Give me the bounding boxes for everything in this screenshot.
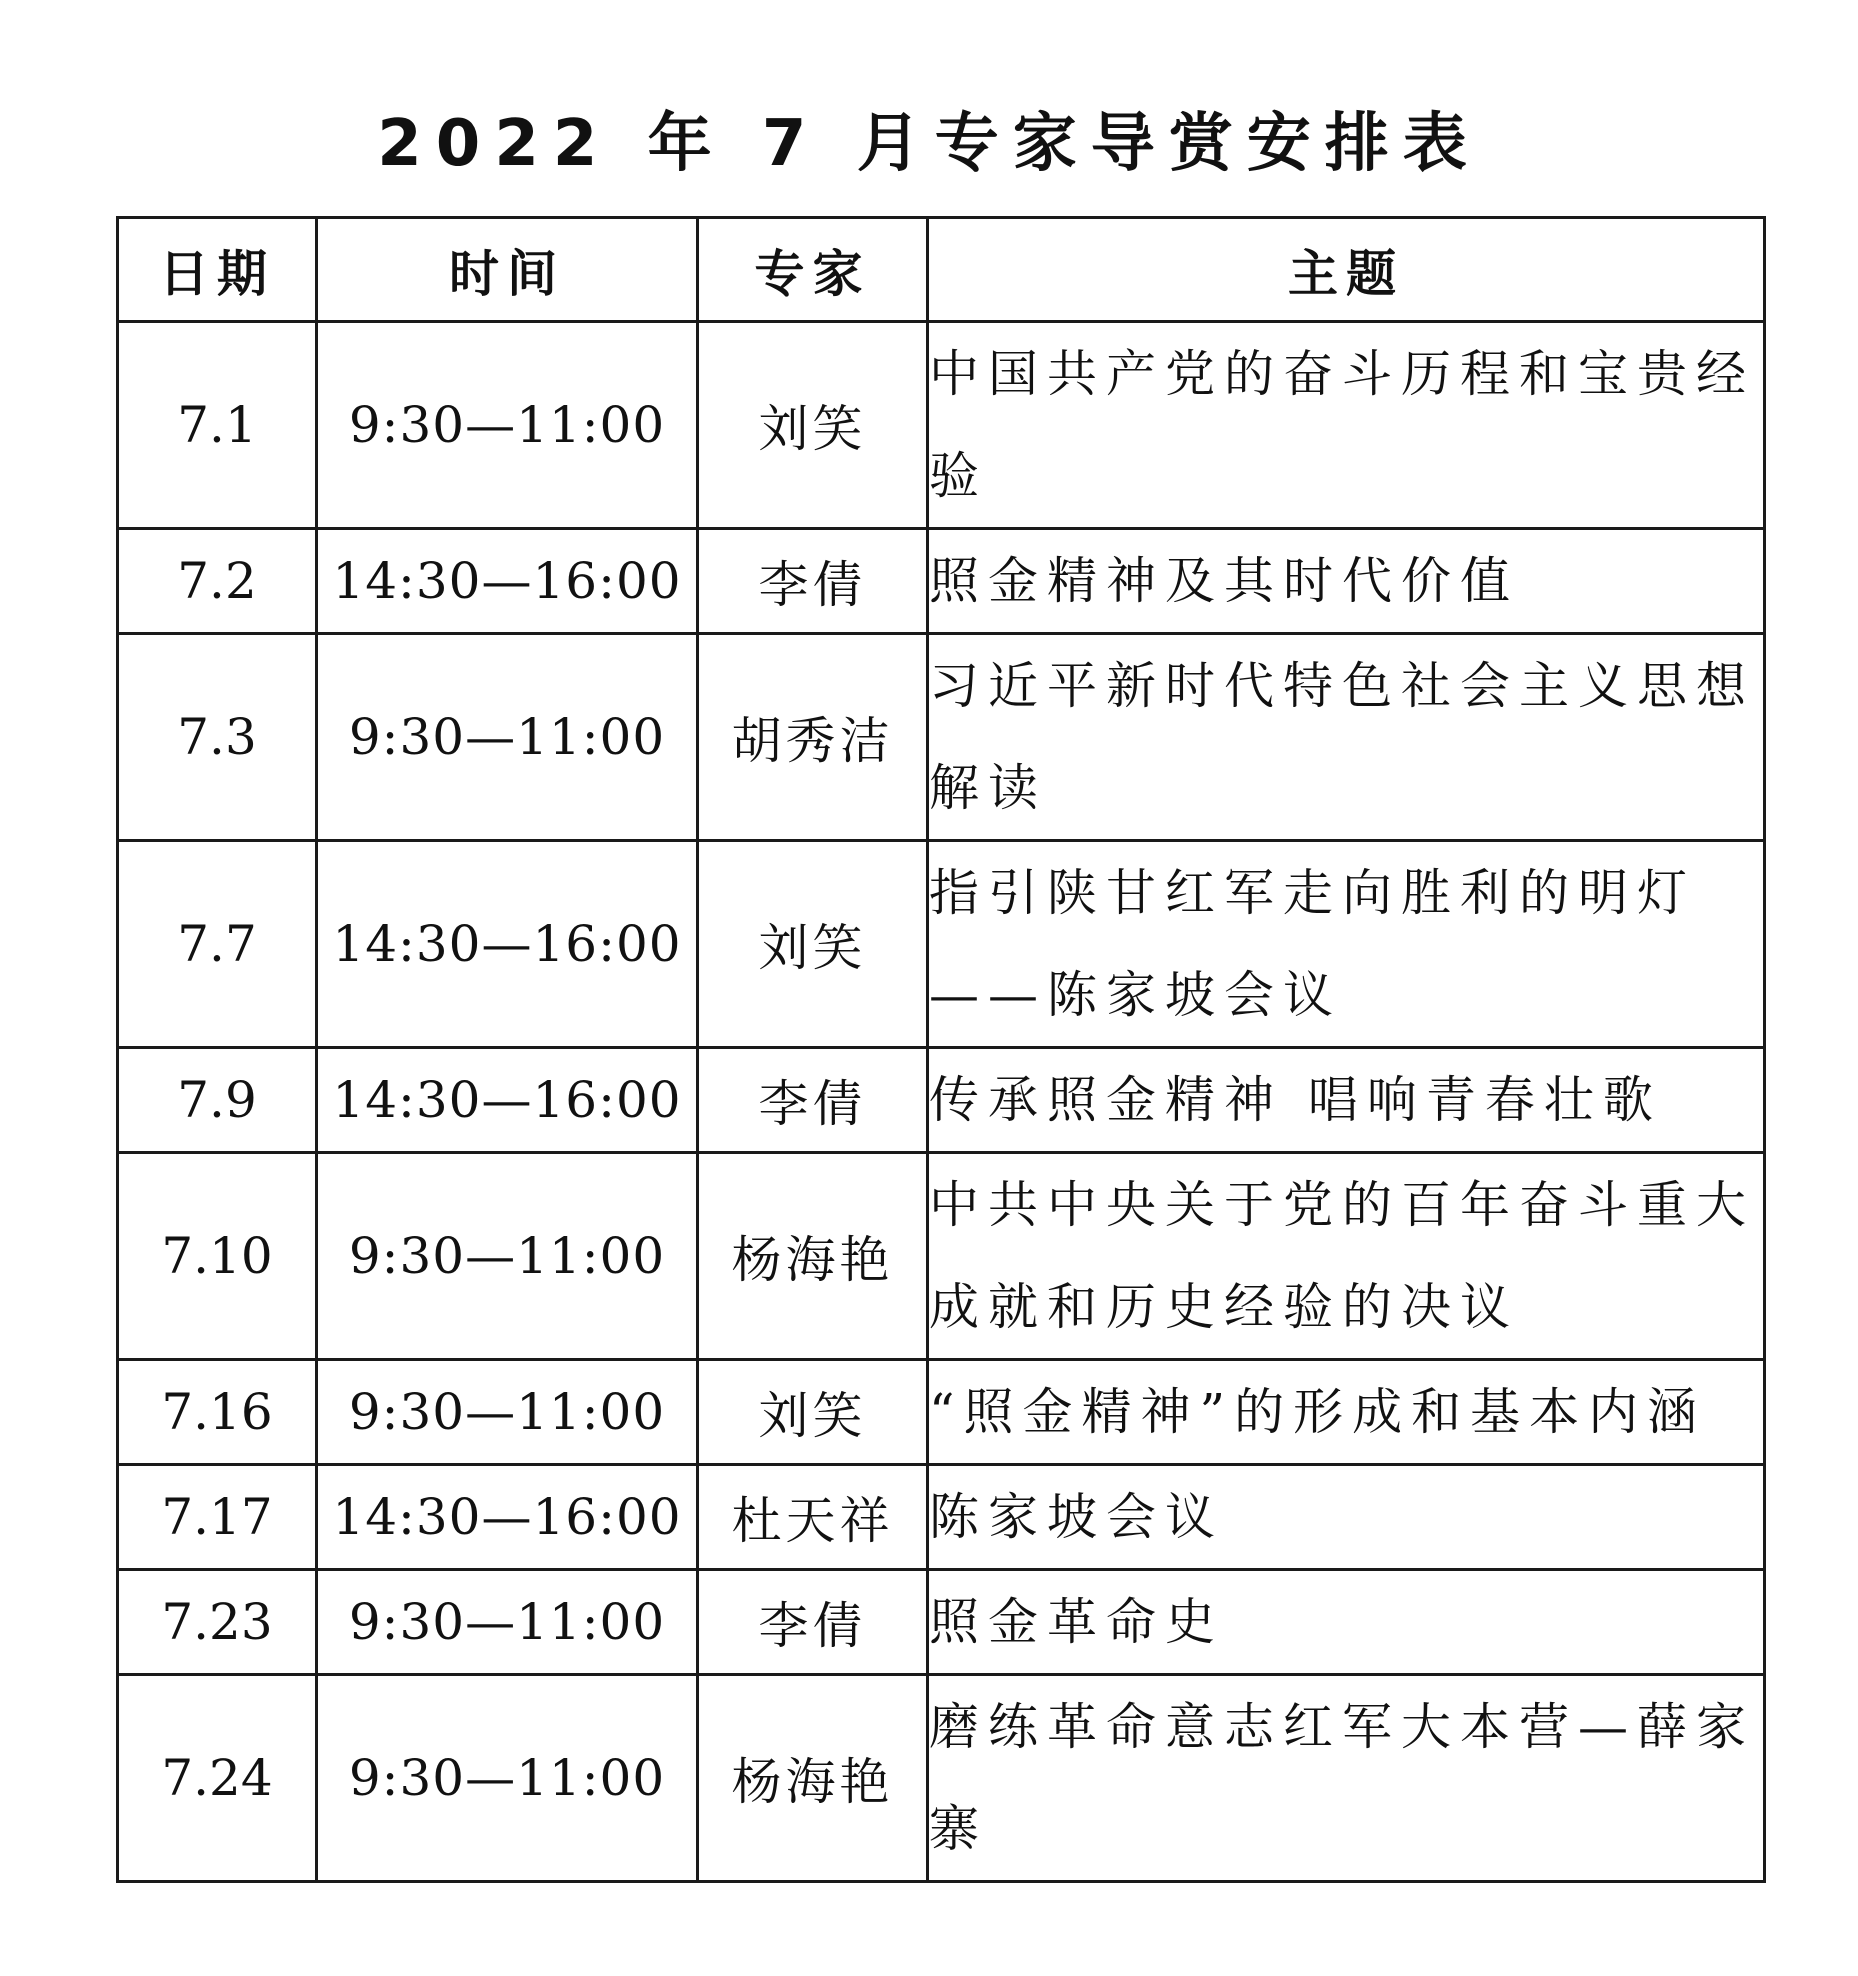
time-cell: 9:30—11:00 (317, 1360, 698, 1465)
time-cell: 14:30—16:00 (317, 529, 698, 634)
topic-cell: 传承照金精神 唱响青春壮歌 (928, 1048, 1765, 1153)
date-cell: 7.24 (118, 1675, 317, 1882)
topic-cell: 磨练革命意志红军大本营—薛家寨 (928, 1675, 1765, 1882)
table-row (118, 1675, 1765, 1882)
topic-cell: 习近平新时代特色社会主义思想解读 (928, 634, 1765, 841)
topic-cell: 照金革命史 (928, 1570, 1765, 1675)
topic-cell: 指引陕甘红军走向胜利的明灯——陈家坡会议 (928, 841, 1765, 1048)
table-row (118, 1048, 1765, 1153)
topic-cell: “照金精神”的形成和基本内涵 (928, 1360, 1765, 1465)
expert-cell: 刘笑 (698, 322, 928, 529)
date-cell: 7.7 (118, 841, 317, 1048)
header-expert: 专家 (698, 218, 928, 322)
topic-cell: 中共中央关于党的百年奋斗重大成就和历史经验的决议 (928, 1153, 1765, 1360)
header-date: 日期 (118, 218, 317, 322)
header-time: 时间 (317, 218, 698, 322)
time-cell: 9:30—11:00 (317, 1153, 698, 1360)
expert-cell: 杨海艳 (698, 1153, 928, 1360)
time-cell: 9:30—11:00 (317, 322, 698, 529)
expert-cell: 李倩 (698, 1048, 928, 1153)
table-row (118, 634, 1765, 841)
time-cell: 14:30—16:00 (317, 841, 698, 1048)
topic-cell: 照金精神及其时代价值 (928, 529, 1765, 634)
time-cell: 9:30—11:00 (317, 1675, 698, 1882)
table-row (118, 841, 1765, 1048)
header-row (118, 218, 1765, 322)
date-cell: 7.9 (118, 1048, 317, 1153)
header-topic: 主题 (928, 218, 1765, 322)
expert-cell: 李倩 (698, 529, 928, 634)
topic-cell: 陈家坡会议 (928, 1465, 1765, 1570)
table-row (118, 322, 1765, 529)
page-title: 2022 年 7 月专家导赏安排表 (377, 107, 1481, 181)
topic-cell: 中国共产党的奋斗历程和宝贵经验 (928, 322, 1765, 529)
table-row (118, 1570, 1765, 1675)
date-cell: 7.23 (118, 1570, 317, 1675)
time-cell: 14:30—16:00 (317, 1048, 698, 1153)
time-cell: 9:30—11:00 (317, 1570, 698, 1675)
time-cell: 9:30—11:00 (317, 634, 698, 841)
table-row (118, 1465, 1765, 1570)
expert-cell: 杨海艳 (698, 1675, 928, 1882)
expert-cell: 胡秀洁 (698, 634, 928, 841)
expert-cell: 刘笑 (698, 841, 928, 1048)
time-cell: 14:30—16:00 (317, 1465, 698, 1570)
table-row (118, 1153, 1765, 1360)
date-cell: 7.17 (118, 1465, 317, 1570)
date-cell: 7.2 (118, 529, 317, 634)
date-cell: 7.10 (118, 1153, 317, 1360)
expert-cell: 刘笑 (698, 1360, 928, 1465)
table-row (118, 529, 1765, 634)
schedule-table (116, 216, 1766, 1883)
date-cell: 7.3 (118, 634, 317, 841)
table-row (118, 1360, 1765, 1465)
date-cell: 7.1 (118, 322, 317, 529)
expert-cell: 杜天祥 (698, 1465, 928, 1570)
expert-cell: 李倩 (698, 1570, 928, 1675)
date-cell: 7.16 (118, 1360, 317, 1465)
